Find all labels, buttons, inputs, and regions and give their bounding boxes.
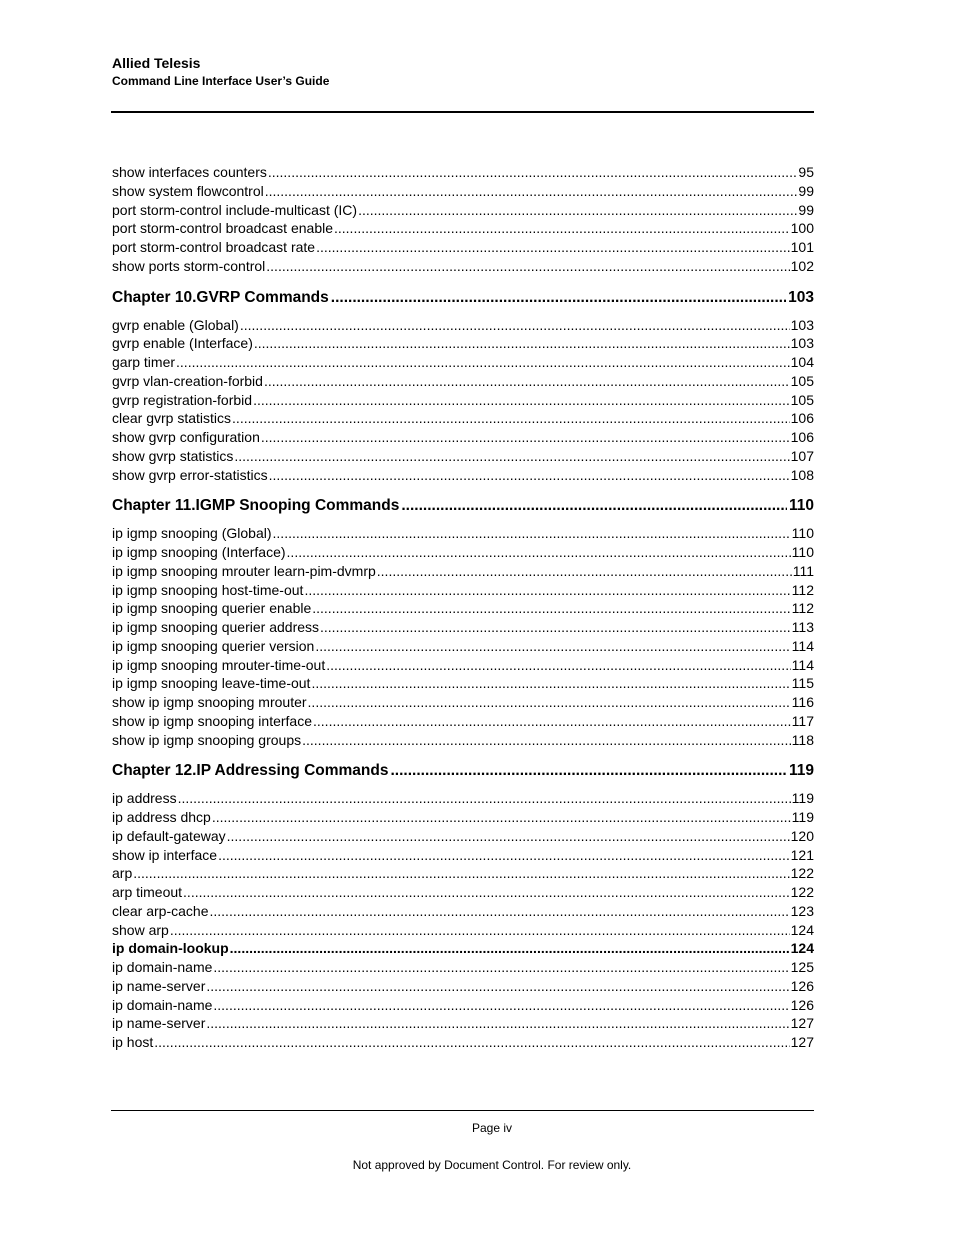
toc-entry-label: gvrp enable (Global) [112,316,239,333]
toc-entry[interactable] [112,409,814,428]
toc-entry-label: gvrp registration-forbid [112,391,253,408]
toc-entry-label: show system flowcontrol [112,182,264,199]
toc-entry[interactable] [112,562,814,581]
toc-entry-label: show gvrp statistics [112,447,234,464]
toc-entry-page: 121 [790,846,814,863]
toc-entry-label: show ip interface [112,846,218,863]
toc-entry-page: 116 [791,694,814,710]
review-note: Not approved by Document Control. For review only. [352,1158,632,1172]
dot-leader [308,693,791,712]
dot-leader [170,921,790,940]
toc-entry-label: ip domain-name [112,959,213,975]
toc-entry-label: ip igmp snooping querier address [112,619,320,635]
toc-entry-page: 106 [790,410,814,427]
toc-entry-page: 99 [798,201,814,218]
chapter-page: 110 [788,497,814,515]
page-number: Page iv [471,1121,513,1135]
toc-entry-label: clear gvrp statistics [112,410,232,427]
toc-entry-page: 114 [791,637,814,654]
toc-entry-page: 115 [791,675,814,692]
dot-leader [213,996,789,1015]
toc-entry-label: show ip igmp snooping mrouter [112,694,307,710]
toc-entry-label: gvrp enable (Interface) [112,335,253,352]
toc-entry[interactable] [112,921,814,940]
dot-leader [315,637,790,656]
dot-leader [206,977,789,996]
dot-leader [254,334,790,353]
toc-entry[interactable] [112,864,814,883]
dot-leader [133,864,789,883]
dot-leader [316,238,790,257]
toc-entry[interactable] [112,693,814,712]
guide-title: Command Line Interface User’s Guide [112,74,330,88]
toc-entry-label: show ip igmp snooping groups [112,731,302,748]
toc-entry[interactable] [112,1014,814,1033]
toc-entry-label: show arp [112,921,169,938]
toc-entry[interactable] [112,637,814,656]
chapter-page: 119 [788,762,814,780]
toc-entry-page: 113 [791,619,814,635]
toc-entry-page: 95 [798,164,814,180]
dot-leader [212,808,791,827]
toc-entry-page: 126 [790,977,814,994]
toc-entry-label: ip igmp snooping (Global) [112,525,272,542]
dot-leader [312,599,790,618]
toc-entry-label: show interfaces counters [112,164,267,180]
toc-entry-page: 114 [791,656,814,673]
toc-entry-page: 127 [790,1015,814,1032]
toc-entry[interactable] [112,827,814,846]
dot-leader [273,524,791,543]
header-rule [111,111,814,113]
toc-entry-label: ip igmp snooping host-time-out [112,581,304,598]
toc-entry-label: clear arp-cache [112,902,209,919]
toc-entry-label: ip name-server [112,977,206,994]
toc-entry[interactable] [112,581,814,600]
toc-entry[interactable] [112,599,814,618]
toc-entry-label: garp timer [112,354,176,370]
toc-entry-page: 119 [791,809,814,825]
dot-leader [266,257,789,276]
toc-entry-page: 118 [791,731,814,748]
toc-entry[interactable] [112,428,814,447]
toc-entry[interactable] [112,353,814,372]
toc-entry-label: ip address [112,790,177,807]
dot-leader [320,618,791,637]
dot-leader [287,543,791,562]
dot-leader [230,939,790,958]
dot-leader [261,428,790,447]
toc-entry-page: 126 [790,996,814,1013]
dot-leader [240,316,790,335]
toc-entry[interactable] [112,219,814,238]
toc-entry-label: arp timeout [112,884,183,900]
toc-entry-page: 119 [791,790,814,807]
toc-entry-page: 107 [790,447,814,464]
toc-entry-label: ip domain-name [112,996,213,1013]
toc-entry[interactable] [112,902,814,921]
toc-entry-label: ip default-gateway [112,827,226,844]
toc-entry-label: show ports storm-control [112,257,266,274]
toc-entry-label: ip name-server [112,1015,206,1032]
dot-leader [358,201,797,220]
toc-entry-page: 112 [791,600,814,617]
toc-entry[interactable] [112,391,814,410]
toc-entry-label: ip address dhcp [112,809,211,825]
toc-entry-label: show gvrp error-statistics [112,466,268,483]
chapter-heading[interactable] [112,761,814,781]
toc-entry-label: arp [112,865,133,882]
table-of-contents [112,163,814,1052]
dot-leader [391,761,787,781]
toc-entry[interactable] [112,731,814,750]
toc-entry-page: 125 [790,959,814,975]
dot-leader [264,372,790,391]
toc-entry-page: 124 [790,921,814,938]
toc-entry-page: 101 [790,239,814,255]
toc-entry-page: 110 [791,544,814,560]
toc-entry-label: show ip igmp snooping interface [112,712,313,729]
toc-entry-label: port storm-control broadcast rate [112,239,316,255]
dot-leader [232,409,790,428]
toc-entry-page: 127 [790,1034,814,1050]
toc-entry[interactable] [112,316,814,335]
dot-leader [183,883,790,902]
toc-entry-page: 124 [790,940,814,957]
chapter-heading[interactable] [112,288,814,308]
toc-entry[interactable] [112,334,814,353]
toc-entry-label: ip igmp snooping (Interface) [112,544,286,560]
toc-entry-page: 117 [791,712,814,729]
chapter-heading[interactable] [112,496,814,516]
toc-entry-page: 99 [798,182,814,199]
toc-entry-label: gvrp vlan-creation-forbid [112,372,263,389]
toc-entry-label: ip igmp snooping mrouter learn-pim-dvmrp [112,562,376,579]
dot-leader [178,789,791,808]
dot-leader [210,902,790,921]
toc-entry[interactable] [112,238,814,257]
dot-leader [176,353,790,372]
toc-entry-page: 105 [790,391,814,408]
toc-entry-label: port storm-control broadcast enable [112,220,333,237]
toc-entry-label: ip igmp snooping querier enable [112,600,312,617]
toc-entry-page: 120 [790,827,814,844]
toc-entry-page: 103 [790,316,814,333]
dot-leader [227,827,790,846]
toc-entry[interactable] [112,846,814,865]
toc-entry[interactable] [112,958,814,977]
toc-entry-page: 100 [790,220,814,237]
dot-leader [253,391,790,410]
toc-entry-label: ip igmp snooping leave-time-out [112,675,311,692]
toc-entry[interactable] [112,789,814,808]
toc-entry-label: ip host [112,1034,154,1050]
toc-entry-page: 110 [791,525,814,542]
toc-entry-label: port storm-control include-multicast (IC) [112,201,358,218]
dot-leader [206,1014,789,1033]
toc-entry[interactable] [112,996,814,1015]
toc-entry-page: 111 [792,562,814,579]
dot-leader [401,496,787,516]
toc-entry[interactable] [112,257,814,276]
chapter-title: Chapter 11.IGMP Snooping Commands [112,497,400,515]
chapter-page: 103 [788,288,814,306]
toc-entry-page: 105 [790,372,814,389]
toc-entry[interactable] [112,182,814,201]
dot-leader [377,562,792,581]
dot-leader [218,846,790,865]
toc-entry[interactable] [112,163,814,182]
toc-entry-label: ip domain-lookup [112,940,229,957]
toc-entry-page: 106 [790,429,814,445]
dot-leader [326,656,790,675]
toc-entry-page: 122 [790,865,814,882]
toc-entry[interactable] [112,524,814,543]
dot-leader [265,182,798,201]
toc-entry-page: 112 [791,581,814,598]
toc-entry[interactable] [112,372,814,391]
dot-leader [234,447,789,466]
toc-entry-page: 103 [790,335,814,352]
dot-leader [269,466,790,485]
toc-entry-label: ip igmp snooping querier version [112,637,315,654]
toc-entry[interactable] [112,1033,814,1052]
dot-leader [331,288,786,308]
toc-entry-page: 122 [790,884,814,900]
toc-entry[interactable] [112,712,814,731]
dot-leader [154,1033,789,1052]
chapter-title: Chapter 12.IP Addressing Commands [112,762,389,780]
toc-entry[interactable] [112,447,814,466]
dot-leader [311,674,790,693]
toc-entry[interactable] [112,201,814,220]
chapter-title: Chapter 10.GVRP Commands [112,288,329,306]
toc-entry[interactable] [112,939,814,958]
toc-entry-label: ip igmp snooping mrouter-time-out [112,656,326,673]
toc-entry[interactable] [112,808,814,827]
toc-entry-page: 102 [790,257,814,274]
toc-entry[interactable] [112,618,814,637]
toc-entry[interactable] [112,674,814,693]
toc-entry[interactable] [112,977,814,996]
dot-leader [268,163,798,182]
company-name: Allied Telesis [112,55,201,71]
dot-leader [302,731,791,750]
dot-leader [313,712,791,731]
page-header [112,55,814,89]
dot-leader [334,219,790,238]
toc-entry[interactable] [112,543,814,562]
toc-entry-label: show gvrp configuration [112,429,260,445]
toc-entry[interactable] [112,883,814,902]
toc-entry-page: 123 [790,902,814,919]
footer-rule [111,1110,814,1111]
toc-entry-page: 104 [790,354,814,370]
dot-leader [213,958,789,977]
toc-entry[interactable] [112,466,814,485]
dot-leader [304,581,790,600]
toc-entry-page: 108 [790,466,814,483]
toc-entry[interactable] [112,656,814,675]
